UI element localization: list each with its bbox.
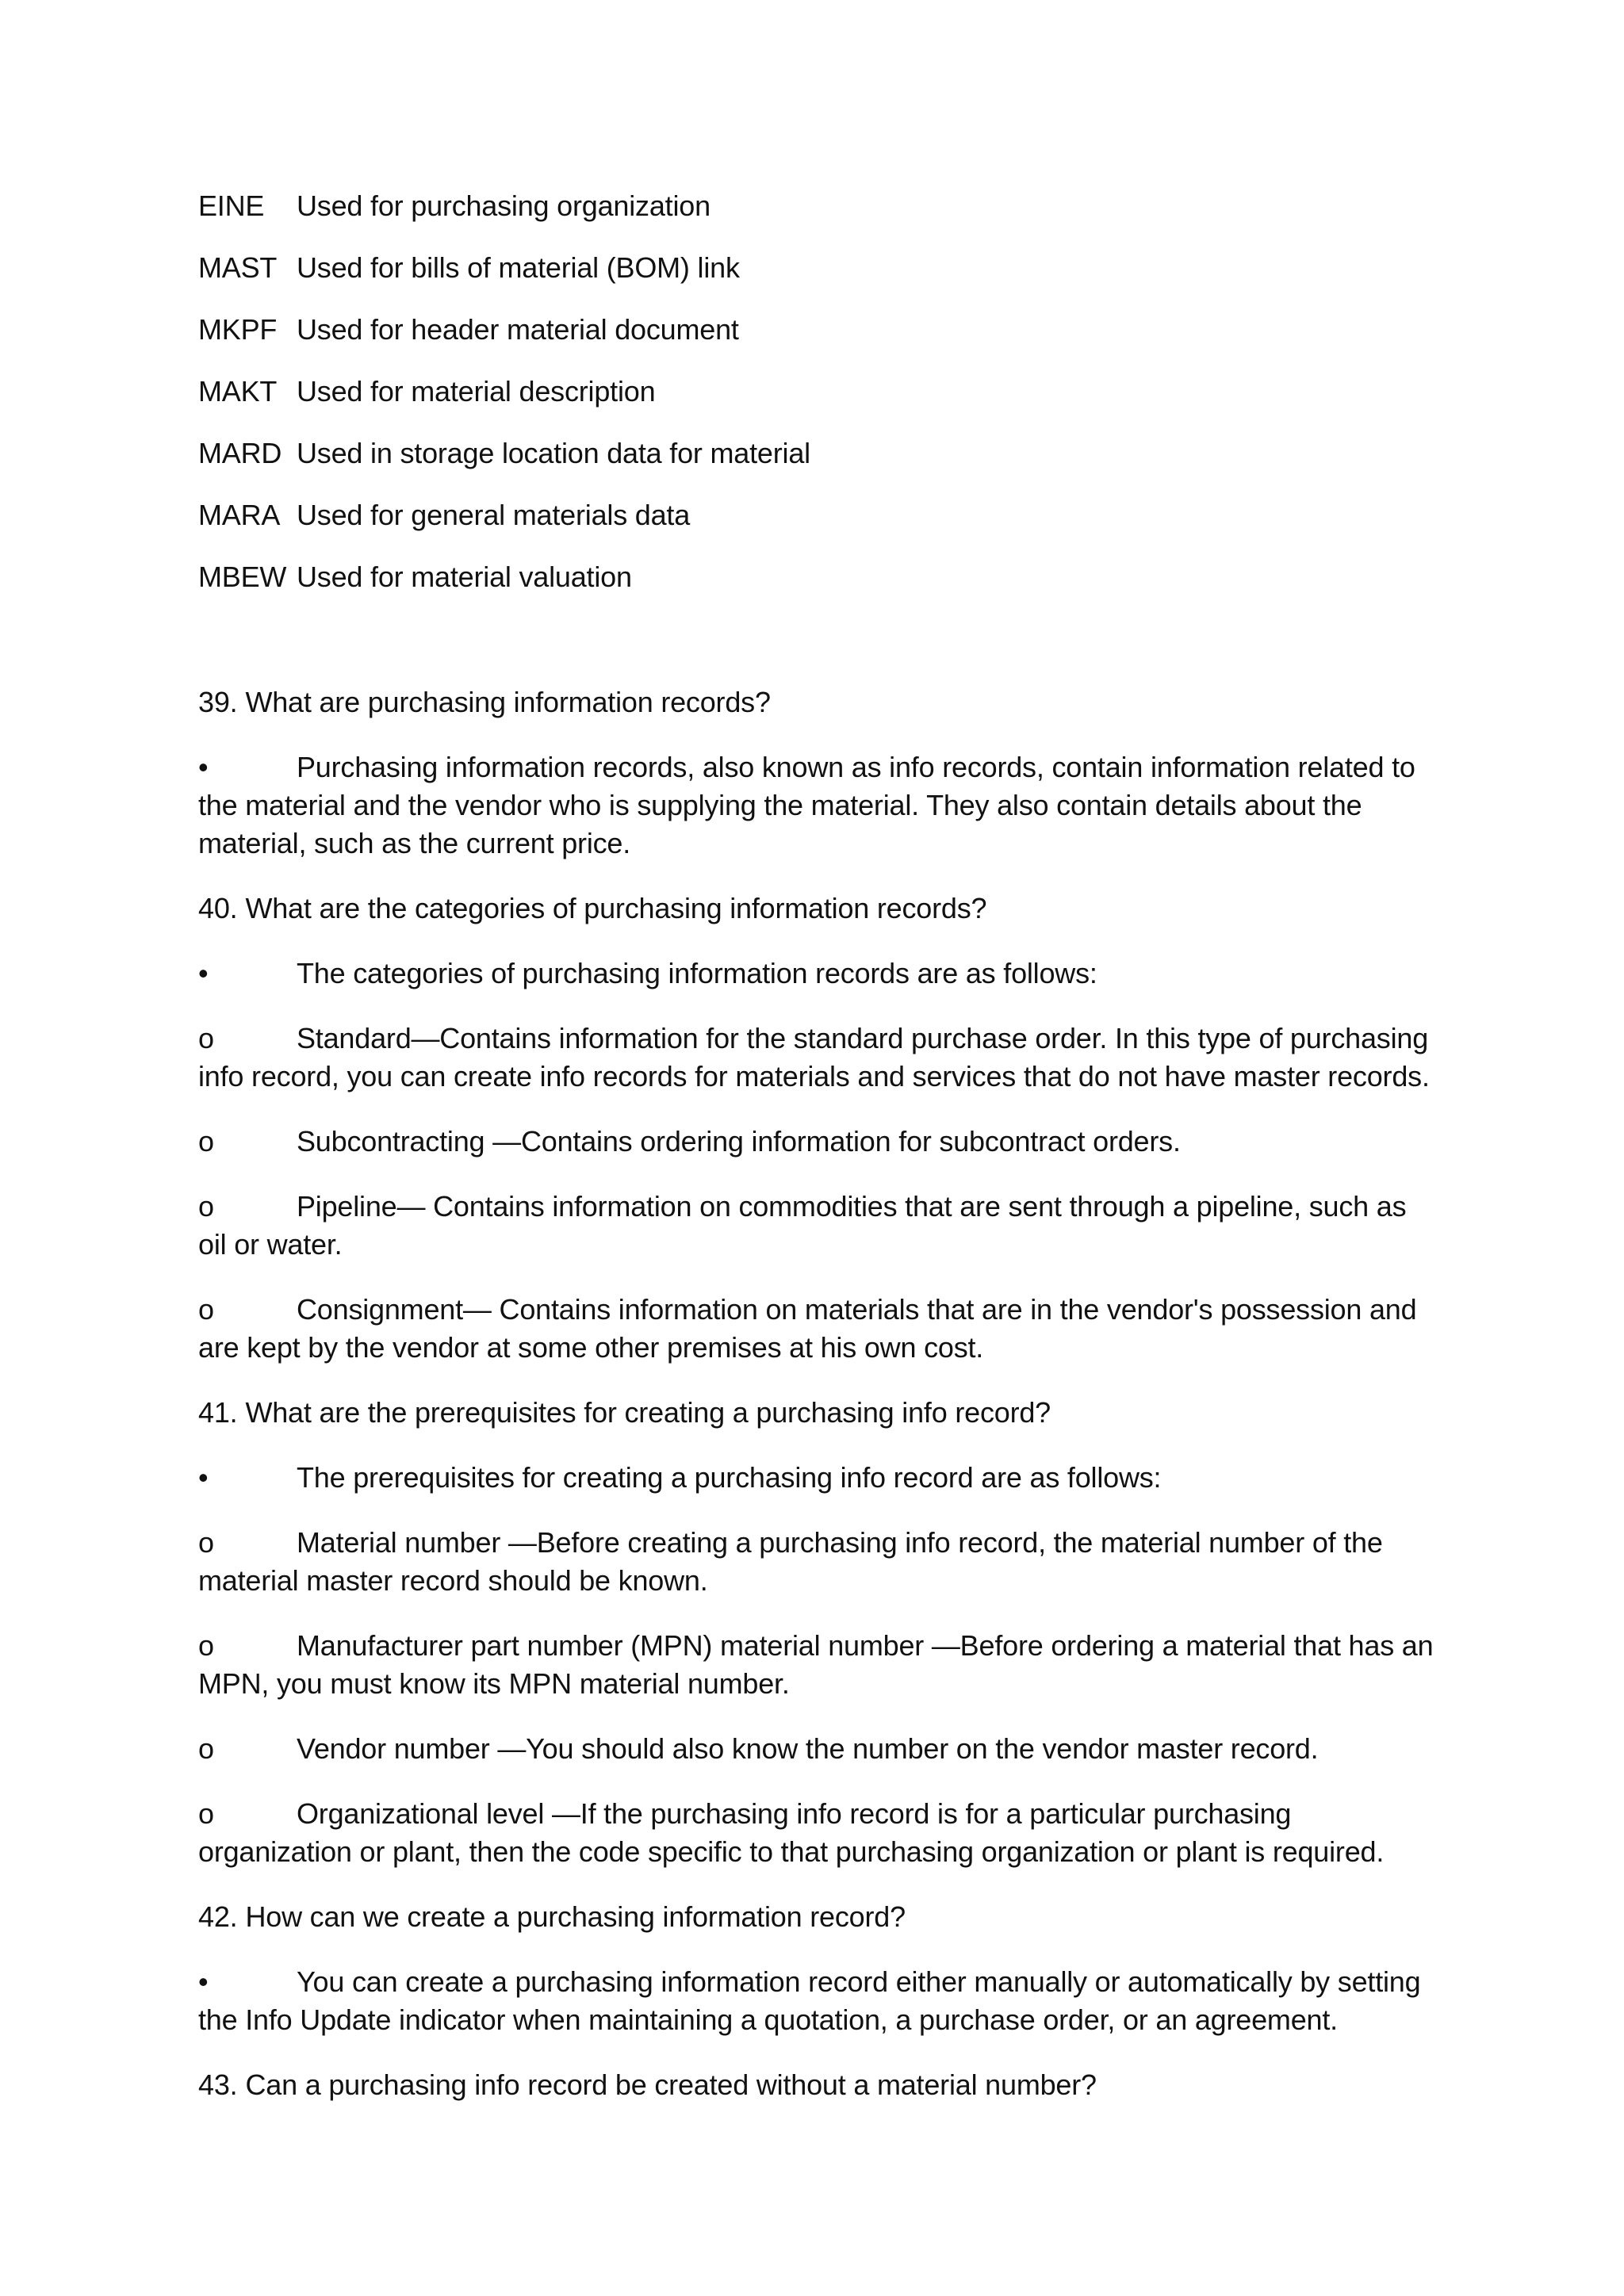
list-item: o Subcontracting —Contains ordering information for subcontract orders. [198, 1123, 1435, 1161]
table-description: Used for material valuation [297, 561, 632, 593]
table-row [198, 311, 1435, 373]
list-item: o Vendor number —You should also know the number on the vendor master record. [198, 1730, 1435, 1768]
table-code: MKPF [198, 313, 278, 346]
question-40: 40. What are the categories of purchasing information records? [198, 892, 987, 924]
list-item: • Purchasing information records, also known as info records, contain information related to the material and the vendor who is supplying the material. They also contain details about the material, such as the current price. [198, 748, 1435, 863]
table-code: MAST [198, 251, 278, 284]
sub-bullet-marker: o [198, 1732, 214, 1765]
table-row [198, 373, 1435, 434]
table-code: EINE [198, 189, 265, 222]
table-row [198, 558, 1435, 620]
question-41: 41. What are the prerequisites for creating a purchasing info record? [198, 1396, 1051, 1429]
table-description: Used in storage location data for material [297, 437, 810, 469]
list-item: o Organizational level —If the purchasing info record is for a particular purchasing organization or plant, then the code specific to that purchasing organization or plant is required. [198, 1795, 1435, 1871]
document-page [198, 187, 1435, 2131]
sub-bullet-marker: o [198, 1797, 214, 1830]
table-description: Used for purchasing organization [297, 189, 710, 222]
table-description: Used for general materials data [297, 499, 691, 531]
list-item: o Pipeline— Contains information on commodities that are sent through a pipeline, such as oil or water. [198, 1188, 1435, 1264]
list-item: • The categories of purchasing information records are as follows: [198, 955, 1435, 993]
list-item: • The prerequisites for creating a purchasing info record are as follows: [198, 1459, 1435, 1497]
sub-bullet-marker: o [198, 1629, 214, 1662]
table-code: MARA [198, 499, 281, 531]
sub-bullet-marker: o [198, 1022, 214, 1054]
sub-bullet-marker: o [198, 1526, 214, 1559]
table-code: MBEW [198, 561, 287, 593]
list-item: o Manufacturer part number (MPN) material number —Before ordering a material that has an MPN, you must know its MPN material number. [198, 1627, 1435, 1703]
sub-bullet-marker: o [198, 1293, 214, 1326]
list-item: o Consignment— Contains information on materials that are in the vendor's possession and are kept by the vendor at some other premises at his own cost. [198, 1291, 1435, 1367]
question-39: 39. What are purchasing information records? [198, 686, 771, 718]
section-spacer [198, 620, 1435, 683]
list-item: o Standard—Contains information for the standard purchase order. In this type of purchasing info record, you can create info records for materials and services that do not have master records. [198, 1020, 1435, 1096]
qa-section [198, 683, 1435, 2104]
table-code: MARD [198, 437, 282, 469]
sub-bullet-marker: o [198, 1190, 214, 1223]
table-row [198, 496, 1435, 558]
table-description: Used for header material document [297, 313, 739, 346]
table-description: Used for material description [297, 375, 656, 408]
sub-bullet-marker: o [198, 1125, 214, 1158]
list-item: • You can create a purchasing information record either manually or automatically by setting the Info Update indicator when maintaining a quotation, a purchase order, or an agreement. [198, 1963, 1435, 2039]
question-43: 43. Can a purchasing info record be created without a material number? [198, 2068, 1097, 2101]
sap-table-list [198, 187, 1435, 620]
table-row [198, 434, 1435, 496]
question-42: 42. How can we create a purchasing information record? [198, 1900, 906, 1933]
table-row [198, 249, 1435, 311]
table-description: Used for bills of material (BOM) link [297, 251, 740, 284]
bullet-marker: • [198, 751, 209, 783]
table-code: MAKT [198, 375, 278, 408]
list-item: o Material number —Before creating a purchasing info record, the material number of the material master record should be known. [198, 1524, 1435, 1600]
bullet-marker: • [198, 1965, 209, 1998]
bullet-marker: • [198, 957, 209, 989]
table-row [198, 187, 1435, 249]
bullet-marker: • [198, 1461, 209, 1494]
